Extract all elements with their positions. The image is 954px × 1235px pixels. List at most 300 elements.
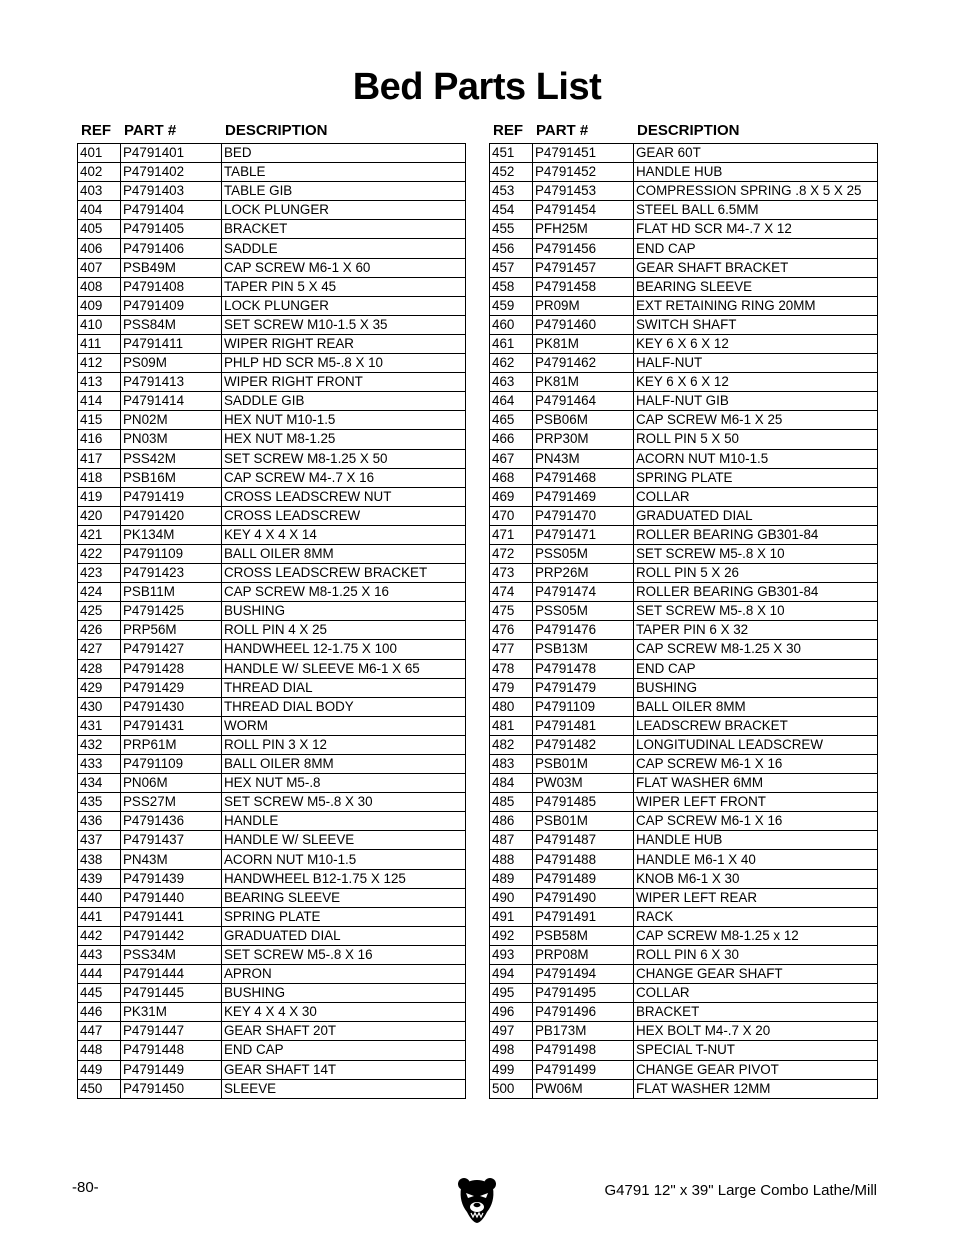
- table-row: [490, 487, 878, 506]
- description-cell: HEX NUT M5-.8: [222, 774, 466, 793]
- ref-cell: 409: [78, 296, 121, 315]
- description-cell: LONGITUDINAL LEADSCREW: [634, 735, 878, 754]
- part-number-cell: P4791436: [121, 812, 222, 831]
- description-cell: WIPER LEFT FRONT: [634, 793, 878, 812]
- part-number-cell: PK134M: [121, 525, 222, 544]
- part-number-cell: PSB01M: [533, 755, 634, 774]
- ref-cell: 423: [78, 564, 121, 583]
- part-number-cell: P4791452: [533, 163, 634, 182]
- description-cell: WIPER RIGHT REAR: [222, 334, 466, 353]
- table-row: [490, 506, 878, 525]
- table-row: [78, 239, 466, 258]
- part-number-cell: PRP08M: [533, 945, 634, 964]
- ref-cell: 484: [490, 774, 533, 793]
- table-row: [78, 735, 466, 754]
- description-cell: HANDWHEEL 12-1.75 X 100: [222, 640, 466, 659]
- table-row: [490, 583, 878, 602]
- part-number-cell: PSS27M: [121, 793, 222, 812]
- table-row: [490, 888, 878, 907]
- table-row: [490, 277, 878, 296]
- table-row: [490, 907, 878, 926]
- description-cell: SET SCREW M5-.8 X 30: [222, 793, 466, 812]
- part-number-cell: P4791444: [121, 965, 222, 984]
- ref-cell: 414: [78, 392, 121, 411]
- part-number-cell: PW06M: [533, 1079, 634, 1098]
- part-number-cell: P4791402: [121, 163, 222, 182]
- part-number-cell: P4791406: [121, 239, 222, 258]
- part-number-cell: P4791409: [121, 296, 222, 315]
- part-number-cell: P4791491: [533, 907, 634, 926]
- table-row: [490, 144, 878, 163]
- part-number-cell: P4791413: [121, 373, 222, 392]
- part-number-cell: P4791440: [121, 888, 222, 907]
- parts-table: [77, 143, 466, 1099]
- ref-cell: 435: [78, 793, 121, 812]
- description-cell: SPRING PLATE: [222, 907, 466, 926]
- table-row: [490, 201, 878, 220]
- part-number-cell: PN43M: [533, 449, 634, 468]
- ref-cell: 437: [78, 831, 121, 850]
- table-row: [490, 449, 878, 468]
- table-row: [490, 945, 878, 964]
- ref-cell: 407: [78, 258, 121, 277]
- part-number-cell: P4791401: [121, 144, 222, 163]
- table-row: [78, 315, 466, 334]
- description-cell: HEX NUT M8-1.25: [222, 430, 466, 449]
- part-number-cell: P4791450: [121, 1079, 222, 1098]
- part-number-cell: PB173M: [533, 1022, 634, 1041]
- part-number-cell: P4791451: [533, 144, 634, 163]
- table-row: [490, 220, 878, 239]
- part-number-cell: P4791425: [121, 602, 222, 621]
- table-row: [78, 296, 466, 315]
- part-number-cell: P4791439: [121, 869, 222, 888]
- table-row: [490, 1041, 878, 1060]
- ref-cell: 421: [78, 525, 121, 544]
- description-cell: GEAR SHAFT BRACKET: [634, 258, 878, 277]
- table-row: [490, 315, 878, 334]
- ref-cell: 468: [490, 468, 533, 487]
- ref-cell: 475: [490, 602, 533, 621]
- ref-cell: 474: [490, 583, 533, 602]
- description-cell: HANDWHEEL B12-1.75 X 125: [222, 869, 466, 888]
- ref-cell: 496: [490, 1003, 533, 1022]
- description-cell: ROLLER BEARING GB301-84: [634, 525, 878, 544]
- table-row: [78, 945, 466, 964]
- part-number-cell: P4791449: [121, 1060, 222, 1079]
- table-row: [78, 907, 466, 926]
- ref-cell: 464: [490, 392, 533, 411]
- table-row: [78, 468, 466, 487]
- ref-cell: 466: [490, 430, 533, 449]
- description-cell: KEY 4 X 4 X 14: [222, 525, 466, 544]
- description-cell: HANDLE M6-1 X 40: [634, 850, 878, 869]
- part-number-cell: P4791448: [121, 1041, 222, 1060]
- description-cell: GEAR SHAFT 20T: [222, 1022, 466, 1041]
- description-cell: COMPRESSION SPRING .8 X 5 X 25: [634, 182, 878, 201]
- table-row: [78, 774, 466, 793]
- description-cell: TAPER PIN 5 X 45: [222, 277, 466, 296]
- part-number-cell: P4791469: [533, 487, 634, 506]
- description-cell: THREAD DIAL: [222, 678, 466, 697]
- description-cell: CAP SCREW M6-1 X 60: [222, 258, 466, 277]
- description-cell: ROLL PIN 5 X 26: [634, 564, 878, 583]
- description-cell: LOCK PLUNGER: [222, 296, 466, 315]
- ref-cell: 428: [78, 659, 121, 678]
- ref-cell: 491: [490, 907, 533, 926]
- header-ref: REF: [493, 122, 523, 139]
- header-part-number: PART #: [124, 122, 177, 139]
- table-row: [78, 392, 466, 411]
- table-row: [78, 411, 466, 430]
- description-cell: SET SCREW M5-.8 X 16: [222, 945, 466, 964]
- description-cell: HANDLE W/ SLEEVE M6-1 X 65: [222, 659, 466, 678]
- part-number-cell: P4791408: [121, 277, 222, 296]
- ref-cell: 410: [78, 315, 121, 334]
- ref-cell: 403: [78, 182, 121, 201]
- ref-cell: 480: [490, 697, 533, 716]
- ref-cell: 485: [490, 793, 533, 812]
- table-row: [490, 926, 878, 945]
- description-cell: KEY 6 X 6 X 12: [634, 373, 878, 392]
- ref-cell: 427: [78, 640, 121, 659]
- ref-cell: 445: [78, 984, 121, 1003]
- table-row: [78, 220, 466, 239]
- part-number-cell: P4791447: [121, 1022, 222, 1041]
- part-number-cell: PSS05M: [533, 602, 634, 621]
- ref-cell: 420: [78, 506, 121, 525]
- description-cell: TABLE: [222, 163, 466, 182]
- description-cell: PHLP HD SCR M5-.8 X 10: [222, 354, 466, 373]
- part-number-cell: P4791482: [533, 735, 634, 754]
- part-number-cell: P4791485: [533, 793, 634, 812]
- table-row: [78, 659, 466, 678]
- description-cell: HANDLE: [222, 812, 466, 831]
- table-row: [490, 812, 878, 831]
- part-number-cell: P4791460: [533, 315, 634, 334]
- ref-cell: 412: [78, 354, 121, 373]
- table-row: [490, 163, 878, 182]
- description-cell: KEY 4 X 4 X 30: [222, 1003, 466, 1022]
- table-row: [490, 678, 878, 697]
- description-cell: CAP SCREW M6-1 X 25: [634, 411, 878, 430]
- ref-cell: 417: [78, 449, 121, 468]
- table-row: [490, 602, 878, 621]
- table-row: [78, 888, 466, 907]
- description-cell: HANDLE W/ SLEEVE: [222, 831, 466, 850]
- ref-cell: 494: [490, 965, 533, 984]
- table-row: [490, 850, 878, 869]
- part-number-cell: P4791494: [533, 965, 634, 984]
- table-row: [490, 774, 878, 793]
- table-row: [490, 1079, 878, 1098]
- ref-cell: 459: [490, 296, 533, 315]
- ref-cell: 482: [490, 735, 533, 754]
- ref-cell: 486: [490, 812, 533, 831]
- description-cell: ROLL PIN 5 X 50: [634, 430, 878, 449]
- ref-cell: 477: [490, 640, 533, 659]
- part-number-cell: P4791488: [533, 850, 634, 869]
- table-row: [78, 1022, 466, 1041]
- part-number-cell: PRP56M: [121, 621, 222, 640]
- ref-cell: 458: [490, 277, 533, 296]
- part-number-cell: PSS05M: [533, 544, 634, 563]
- description-cell: SADDLE: [222, 239, 466, 258]
- ref-cell: 497: [490, 1022, 533, 1041]
- table-row: [490, 564, 878, 583]
- table-row: [78, 640, 466, 659]
- description-cell: APRON: [222, 965, 466, 984]
- description-cell: ROLL PIN 4 X 25: [222, 621, 466, 640]
- part-number-cell: P4791109: [121, 544, 222, 563]
- footer-model-name: G4791 12" x 39" Large Combo Lathe/Mill: [604, 1182, 877, 1199]
- description-cell: COLLAR: [634, 487, 878, 506]
- table-row: [490, 182, 878, 201]
- ref-cell: 425: [78, 602, 121, 621]
- part-number-cell: P4791454: [533, 201, 634, 220]
- description-cell: BUSHING: [222, 984, 466, 1003]
- part-number-cell: PRP30M: [533, 430, 634, 449]
- ref-cell: 456: [490, 239, 533, 258]
- part-number-cell: PSB16M: [121, 468, 222, 487]
- description-cell: BRACKET: [634, 1003, 878, 1022]
- table-row: [78, 869, 466, 888]
- ref-cell: 499: [490, 1060, 533, 1079]
- ref-cell: 453: [490, 182, 533, 201]
- description-cell: END CAP: [634, 239, 878, 258]
- part-number-cell: P4791437: [121, 831, 222, 850]
- ref-cell: 460: [490, 315, 533, 334]
- table-row: [490, 544, 878, 563]
- part-number-cell: PW03M: [533, 774, 634, 793]
- part-number-cell: P4791499: [533, 1060, 634, 1079]
- ref-cell: 452: [490, 163, 533, 182]
- description-cell: BEARING SLEEVE: [634, 277, 878, 296]
- table-row: [490, 392, 878, 411]
- table-row: [78, 201, 466, 220]
- description-cell: STEEL BALL 6.5MM: [634, 201, 878, 220]
- table-row: [490, 735, 878, 754]
- ref-cell: 413: [78, 373, 121, 392]
- table-row: [490, 334, 878, 353]
- description-cell: SPECIAL T-NUT: [634, 1041, 878, 1060]
- header-part-number: PART #: [536, 122, 589, 139]
- table-row: [490, 984, 878, 1003]
- parts-table: [489, 143, 878, 1099]
- part-number-cell: P4791464: [533, 392, 634, 411]
- ref-cell: 455: [490, 220, 533, 239]
- part-number-cell: P4791462: [533, 354, 634, 373]
- description-cell: WIPER RIGHT FRONT: [222, 373, 466, 392]
- header-description: DESCRIPTION: [225, 122, 328, 139]
- ref-cell: 461: [490, 334, 533, 353]
- part-number-cell: P4791403: [121, 182, 222, 201]
- description-cell: KNOB M6-1 X 30: [634, 869, 878, 888]
- part-number-cell: PSS84M: [121, 315, 222, 334]
- ref-cell: 401: [78, 144, 121, 163]
- table-row: [78, 354, 466, 373]
- description-cell: BED: [222, 144, 466, 163]
- table-row: [78, 583, 466, 602]
- ref-cell: 487: [490, 831, 533, 850]
- table-row: [78, 678, 466, 697]
- part-number-cell: P4791420: [121, 506, 222, 525]
- table-row: [490, 716, 878, 735]
- ref-cell: 411: [78, 334, 121, 353]
- table-row: [78, 277, 466, 296]
- part-number-cell: P4791442: [121, 926, 222, 945]
- table-row: [490, 793, 878, 812]
- bear-head-logo-icon: [457, 1176, 497, 1224]
- part-number-cell: P4791474: [533, 583, 634, 602]
- part-number-cell: P4791487: [533, 831, 634, 850]
- part-number-cell: P4791490: [533, 888, 634, 907]
- table-row: [490, 621, 878, 640]
- table-row: [78, 182, 466, 201]
- table-row: [490, 411, 878, 430]
- table-row: [78, 926, 466, 945]
- description-cell: KEY 6 X 6 X 12: [634, 334, 878, 353]
- table-row: [78, 965, 466, 984]
- part-number-cell: P4791468: [533, 468, 634, 487]
- description-cell: SET SCREW M5-.8 X 10: [634, 544, 878, 563]
- part-number-cell: PSB49M: [121, 258, 222, 277]
- description-cell: SWITCH SHAFT: [634, 315, 878, 334]
- description-cell: HANDLE HUB: [634, 831, 878, 850]
- description-cell: HEX BOLT M4-.7 X 20: [634, 1022, 878, 1041]
- description-cell: GRADUATED DIAL: [634, 506, 878, 525]
- part-number-cell: P4791478: [533, 659, 634, 678]
- table-row: [78, 430, 466, 449]
- table-row: [78, 1003, 466, 1022]
- description-cell: LEADSCREW BRACKET: [634, 716, 878, 735]
- part-number-cell: P4791456: [533, 239, 634, 258]
- description-cell: ROLLER BEARING GB301-84: [634, 583, 878, 602]
- table-row: [78, 984, 466, 1003]
- description-cell: HALF-NUT: [634, 354, 878, 373]
- ref-cell: 442: [78, 926, 121, 945]
- ref-cell: 441: [78, 907, 121, 926]
- ref-cell: 432: [78, 735, 121, 754]
- ref-cell: 479: [490, 678, 533, 697]
- ref-cell: 426: [78, 621, 121, 640]
- ref-cell: 447: [78, 1022, 121, 1041]
- description-cell: GEAR 60T: [634, 144, 878, 163]
- part-number-cell: PR09M: [533, 296, 634, 315]
- description-cell: SET SCREW M8-1.25 X 50: [222, 449, 466, 468]
- table-row: [490, 869, 878, 888]
- part-number-cell: P4791430: [121, 697, 222, 716]
- table-row: [490, 430, 878, 449]
- table-row: [78, 831, 466, 850]
- part-number-cell: P4791431: [121, 716, 222, 735]
- ref-cell: 444: [78, 965, 121, 984]
- table-header: [77, 121, 465, 143]
- description-cell: BUSHING: [634, 678, 878, 697]
- table-row: [490, 239, 878, 258]
- header-ref: REF: [81, 122, 111, 139]
- ref-cell: 450: [78, 1079, 121, 1098]
- description-cell: CHANGE GEAR SHAFT: [634, 965, 878, 984]
- part-number-cell: P4791109: [533, 697, 634, 716]
- table-row: [490, 965, 878, 984]
- description-cell: BALL OILER 8MM: [222, 544, 466, 563]
- table-row: [78, 144, 466, 163]
- table-row: [490, 640, 878, 659]
- description-cell: SLEEVE: [222, 1079, 466, 1098]
- table-row: [490, 296, 878, 315]
- description-cell: END CAP: [222, 1041, 466, 1060]
- page-number: -80-: [72, 1179, 99, 1196]
- table-row: [78, 1041, 466, 1060]
- ref-cell: 448: [78, 1041, 121, 1060]
- table-row: [78, 334, 466, 353]
- part-number-cell: P4791489: [533, 869, 634, 888]
- part-number-cell: P4791496: [533, 1003, 634, 1022]
- part-number-cell: P4791423: [121, 564, 222, 583]
- description-cell: CAP SCREW M8-1.25 x 12: [634, 926, 878, 945]
- description-cell: HEX NUT M10-1.5: [222, 411, 466, 430]
- parts-table-right: [489, 121, 877, 1099]
- description-cell: CROSS LEADSCREW NUT: [222, 487, 466, 506]
- table-row: [78, 564, 466, 583]
- table-row: [490, 525, 878, 544]
- part-number-cell: PK81M: [533, 334, 634, 353]
- ref-cell: 481: [490, 716, 533, 735]
- ref-cell: 424: [78, 583, 121, 602]
- description-cell: GEAR SHAFT 14T: [222, 1060, 466, 1079]
- description-cell: HANDLE HUB: [634, 163, 878, 182]
- ref-cell: 495: [490, 984, 533, 1003]
- part-number-cell: P4791457: [533, 258, 634, 277]
- description-cell: FLAT WASHER 6MM: [634, 774, 878, 793]
- part-number-cell: P4791458: [533, 277, 634, 296]
- description-cell: FLAT WASHER 12MM: [634, 1079, 878, 1098]
- description-cell: CAP SCREW M4-.7 X 16: [222, 468, 466, 487]
- part-number-cell: P4791411: [121, 334, 222, 353]
- ref-cell: 433: [78, 755, 121, 774]
- ref-cell: 493: [490, 945, 533, 964]
- part-number-cell: P4791471: [533, 525, 634, 544]
- description-cell: END CAP: [634, 659, 878, 678]
- ref-cell: 416: [78, 430, 121, 449]
- table-row: [78, 544, 466, 563]
- ref-cell: 402: [78, 163, 121, 182]
- ref-cell: 470: [490, 506, 533, 525]
- description-cell: TAPER PIN 6 X 32: [634, 621, 878, 640]
- ref-cell: 478: [490, 659, 533, 678]
- table-row: [78, 163, 466, 182]
- ref-cell: 451: [490, 144, 533, 163]
- table-row: [78, 602, 466, 621]
- ref-cell: 500: [490, 1079, 533, 1098]
- table-row: [78, 850, 466, 869]
- table-row: [490, 373, 878, 392]
- description-cell: RACK: [634, 907, 878, 926]
- description-cell: WIPER LEFT REAR: [634, 888, 878, 907]
- part-number-cell: PSB11M: [121, 583, 222, 602]
- ref-cell: 418: [78, 468, 121, 487]
- ref-cell: 471: [490, 525, 533, 544]
- part-number-cell: PSB06M: [533, 411, 634, 430]
- description-cell: EXT RETAINING RING 20MM: [634, 296, 878, 315]
- part-number-cell: PRP61M: [121, 735, 222, 754]
- table-row: [490, 831, 878, 850]
- part-number-cell: P4791476: [533, 621, 634, 640]
- ref-cell: 472: [490, 544, 533, 563]
- part-number-cell: P4791495: [533, 984, 634, 1003]
- part-number-cell: P4791404: [121, 201, 222, 220]
